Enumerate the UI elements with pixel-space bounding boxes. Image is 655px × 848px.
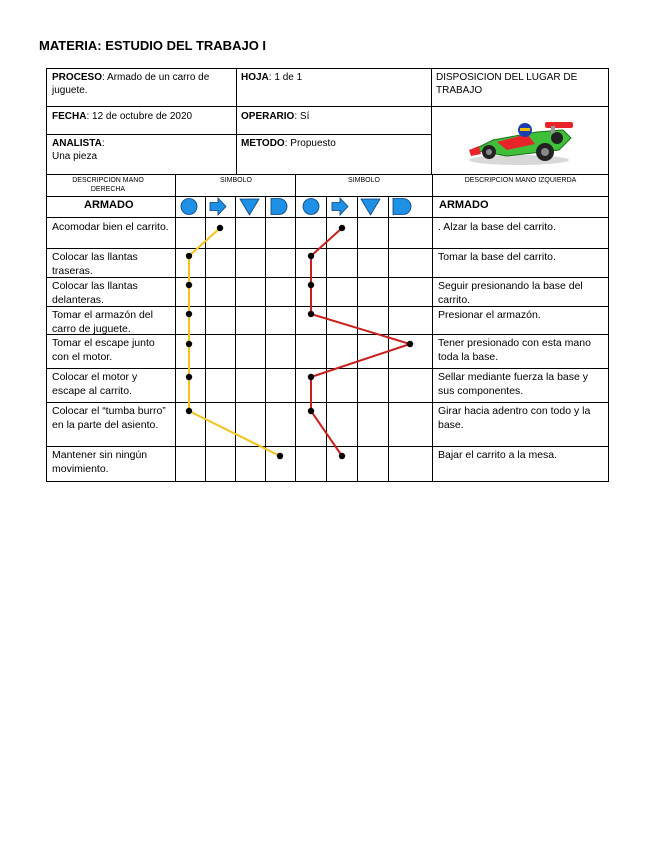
fecha-label: FECHA [52,111,87,122]
row-right-description: Acomodar bien el carrito. [52,221,169,233]
desc-left-header: DESCRIPCION MANO IZQUIERDA [464,177,577,184]
left-hand-point [308,282,314,288]
row-left-description: Sellar mediante fuerza la base y sus componentes. [438,371,588,397]
row-left-description: Seguir presionando la base del carrito. [438,280,583,306]
right-hand-point [217,225,223,231]
right-hand-point [186,282,192,288]
left-hand-point [308,311,314,317]
metodo-label: METODO [241,138,285,149]
row-right-description: Tomar el armazón del carro de juguete. [52,309,153,335]
left-hand-flow-line [311,228,410,456]
row-left-description: Presionar el armazón. [438,309,541,321]
armado-left-label: ARMADO [439,199,489,211]
left-hand-point [308,374,314,380]
delay-d-icon [271,199,287,215]
left-hand-point [407,341,413,347]
proceso-label: PROCESO [52,72,103,83]
simbolo-header-2: SIMBOLO [348,177,380,184]
operario-value: : Sí [294,111,310,122]
disposicion-cell: DISPOSICION DEL LUGAR DE TRABAJO [436,72,578,96]
right-hand-flow-line [189,228,280,456]
operation-circle-icon [303,199,319,215]
row-left-description: Tener presionado con esta mano toda la base. [438,337,591,363]
operario-cell [241,110,426,123]
right-hand-point [277,453,283,459]
inspection-triangle-icon [240,199,259,215]
proceso-cell [52,71,232,97]
race-car-image [469,122,573,165]
transport-arrow-icon [332,198,348,215]
row-left-description: Tomar la base del carrito. [438,251,556,263]
fecha-cell [52,110,232,123]
simbolo-header-1: SIMBOLO [220,177,252,184]
page-title: MATERIA: ESTUDIO DEL TRABAJO I [39,38,267,53]
hoja-cell [241,71,426,84]
transport-arrow-icon [210,198,226,215]
row-right-description: Colocar el “tumba burro” en la parte del asiento. [52,405,166,431]
row-right-description: Tomar el escape junto con el motor. [52,337,155,363]
right-hand-point [186,311,192,317]
row-left-description: . Alzar la base del carrito. [438,221,556,233]
armado-right-label: ARMADO [84,199,134,211]
left-hand-point [339,225,345,231]
row-left-description: Girar hacia adentro con todo y la base. [438,405,591,431]
left-hand-point [308,408,314,414]
column-lines [176,175,433,481]
row-right-description: Colocar las llantas traseras. [52,251,138,277]
delay-d-icon [393,199,411,215]
metodo-value: : Propuesto [284,138,336,149]
fecha-value: : 12 de octubre de 2020 [86,111,193,122]
analista-cell [52,137,232,163]
flow-points [186,225,413,459]
left-hand-point [308,253,314,259]
metodo-cell [241,137,426,150]
right-hand-point [186,253,192,259]
operario-label: OPERARIO [241,111,295,122]
analista-value: : [101,138,105,149]
hoja-label: HOJA [241,72,269,83]
right-hand-point [186,408,192,414]
left-hand-point [339,453,345,459]
right-hand-point [186,374,192,380]
row-right-description: Colocar las llantas delanteras. [52,280,138,306]
analista-sub: Una pieza [52,151,98,162]
row-right-description: Colocar el motor y escape al carrito. [52,371,138,397]
hoja-value: : 1 de 1 [268,72,303,83]
right-hand-point [186,341,192,347]
proceso-value: : Armado de un carro de juguete. [52,72,210,96]
desc-right-header: DESCRIPCION MANO DERECHA [72,177,144,193]
row-left-description: Bajar el carrito a la mesa. [438,449,558,461]
row-right-description: Mantener sin ningún movimiento. [52,449,148,475]
inspection-triangle-icon [361,199,380,215]
operation-circle-icon [181,199,197,215]
analista-label: ANALISTA [52,138,102,149]
